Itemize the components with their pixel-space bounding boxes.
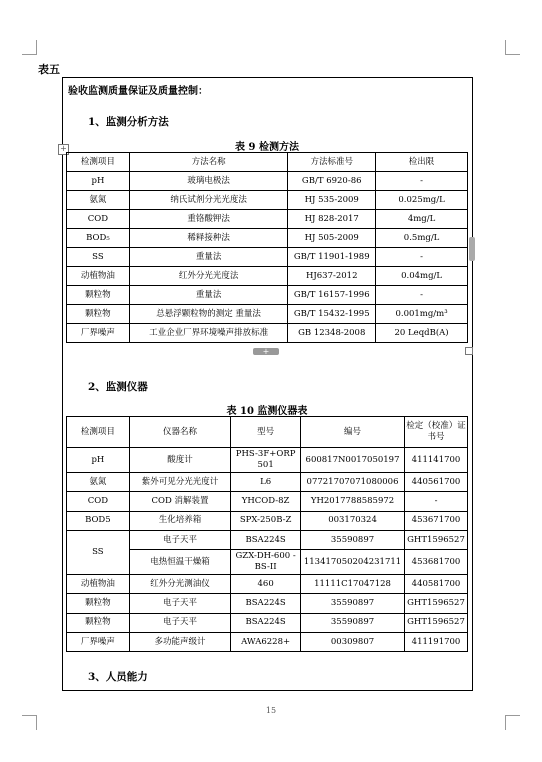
cell: 红外分光测油仪 [129, 575, 230, 594]
table-header-row [67, 153, 468, 172]
header-cell: 方法标准号 [288, 153, 376, 172]
cell: 电子天平 [129, 530, 230, 549]
section-heading-personnel: 3、人员能力 [88, 671, 148, 683]
table-row [67, 267, 468, 286]
cell: GHT1596527 [405, 613, 468, 632]
table-row [67, 286, 468, 305]
cell: pH [67, 172, 130, 191]
crop-mark [505, 715, 520, 730]
cell: 生化培养箱 [129, 511, 230, 530]
table-row [67, 191, 468, 210]
cell: 厂界噪声 [67, 633, 130, 652]
crop-mark [22, 40, 37, 55]
header-cell: 检测项目 [67, 153, 130, 172]
cell: 总悬浮颗粒物的测定 重量法 [129, 305, 287, 324]
cell: - [376, 172, 468, 191]
instrument-table [66, 416, 468, 652]
table9-caption: 表 9 检测方法 [235, 142, 299, 153]
crop-mark [22, 715, 37, 730]
table-row [67, 305, 468, 324]
table-row [67, 324, 468, 343]
table-move-handle-icon[interactable]: + [58, 144, 69, 155]
table-row [67, 511, 468, 530]
cell: BOD₅ [67, 229, 130, 248]
cell: GZX-DH-600 -BS-II [231, 550, 301, 575]
intro-heading: 验收监测质量保证及质量控制： [68, 86, 208, 97]
add-row-icon[interactable]: + [253, 348, 279, 355]
table-row [67, 575, 468, 594]
cell: - [376, 286, 468, 305]
cell: BSA224S [231, 613, 301, 632]
table-header-row [67, 417, 468, 448]
cell: SS [67, 248, 130, 267]
cell: SPX-250B-Z [231, 511, 301, 530]
cell: 颗粒物 [67, 286, 130, 305]
table-row [67, 210, 468, 229]
cell: 动植物油 [67, 267, 130, 286]
table-row [67, 248, 468, 267]
header-cell: 检出限 [376, 153, 468, 172]
cell: 工业企业厂界环境噪声排放标准 [129, 324, 287, 343]
cell: 440581700 [405, 575, 468, 594]
cell: 动植物油 [67, 575, 130, 594]
cell: GHT1596527 [405, 594, 468, 613]
cell: 稀释接种法 [129, 229, 287, 248]
cell: 氨氮 [67, 473, 130, 492]
cell: GB 12348-2008 [288, 324, 376, 343]
cell: 电子天平 [129, 594, 230, 613]
cell: BSA224S [231, 594, 301, 613]
cell: 重铬酸钾法 [129, 210, 287, 229]
cell: 酸度计 [129, 448, 230, 473]
cell: 4mg/L [376, 210, 468, 229]
cell: 00309807 [301, 633, 405, 652]
cell: YHCOD-8Z [231, 492, 301, 511]
cell: 20 LeqdB(A) [376, 324, 468, 343]
cell: 003170324 [301, 511, 405, 530]
cell: HJ 505-2009 [288, 229, 376, 248]
cell: 电热恒温干燥箱 [129, 550, 230, 575]
header-cell: 仪器名称 [129, 417, 230, 448]
cell: GB/T 16157-1996 [288, 286, 376, 305]
header-cell: 型号 [231, 417, 301, 448]
table-row [67, 448, 468, 473]
table-row [67, 633, 468, 652]
cell: - [405, 492, 468, 511]
table-row [67, 613, 468, 632]
cell: 重量法 [129, 286, 287, 305]
page-number: 15 [265, 706, 277, 715]
cell: 0.04mg/L [376, 267, 468, 286]
cell: 35590897 [301, 530, 405, 549]
cell: 35590897 [301, 613, 405, 632]
cell: 0.5mg/L [376, 229, 468, 248]
cell: GB/T 6920-86 [288, 172, 376, 191]
table-label: 表五 [38, 63, 60, 76]
cell: 453681700 [405, 550, 468, 575]
cell: 颗粒物 [67, 305, 130, 324]
cell: BSA224S [231, 530, 301, 549]
table-row [67, 530, 468, 549]
cell: 颗粒物 [67, 613, 130, 632]
header-cell: 方法名称 [129, 153, 287, 172]
section-heading-methods: 1、监测分析方法 [88, 116, 169, 128]
cell: GB/T 15432-1995 [288, 305, 376, 324]
cell: 重量法 [129, 248, 287, 267]
cell: YH2017788585972 [301, 492, 405, 511]
cell: 07721707071080006 [301, 473, 405, 492]
cell: 紫外可见分光光度计 [129, 473, 230, 492]
section-heading-instruments: 2、监测仪器 [88, 381, 148, 393]
cell: 600817N0017050197 [301, 448, 405, 473]
cell: 411141700 [405, 448, 468, 473]
cell: 电子天平 [129, 613, 230, 632]
cell: 0.025mg/L [376, 191, 468, 210]
table-row [67, 492, 468, 511]
cell: 颗粒物 [67, 594, 130, 613]
cell: COD 消解装置 [129, 492, 230, 511]
cell: 玻璃电极法 [129, 172, 287, 191]
cell: SS [67, 530, 130, 574]
cell: 厂界噪声 [67, 324, 130, 343]
header-cell: 检测项目 [67, 417, 130, 448]
cell: GB/T 11901-1989 [288, 248, 376, 267]
cell: 411191700 [405, 633, 468, 652]
cell: COD [67, 492, 130, 511]
table10-caption: 表 10 监测仪器表 [226, 406, 308, 417]
header-cell: 检定（校准）证书号 [405, 417, 468, 448]
cell: GHT1596527 [405, 530, 468, 549]
cell: HJ637-2012 [288, 267, 376, 286]
table-row [67, 594, 468, 613]
crop-mark [505, 40, 520, 55]
cell: PHS-3F+ORP 501 [231, 448, 301, 473]
cell: 453671700 [405, 511, 468, 530]
cell: pH [67, 448, 130, 473]
cell: 113417050204231711 [301, 550, 405, 575]
table-row [67, 229, 468, 248]
cell: COD [67, 210, 130, 229]
cell: 红外分光光度法 [129, 267, 287, 286]
cell: BOD5 [67, 511, 130, 530]
table-row [67, 473, 468, 492]
cell: 35590897 [301, 594, 405, 613]
cell: 440561700 [405, 473, 468, 492]
cell: - [376, 248, 468, 267]
table-resize-handle[interactable] [465, 347, 473, 355]
cell: HJ 828-2017 [288, 210, 376, 229]
cell: 纳氏试剂分光光度法 [129, 191, 287, 210]
table-column-resize-handle[interactable] [469, 237, 475, 261]
monitoring-method-table [66, 152, 468, 343]
cell: L6 [231, 473, 301, 492]
cell: AWA6228+ [231, 633, 301, 652]
cell: 多功能声级计 [129, 633, 230, 652]
table-row [67, 172, 468, 191]
cell: HJ 535-2009 [288, 191, 376, 210]
cell: 0.001mg/m³ [376, 305, 468, 324]
cell: 氨氮 [67, 191, 130, 210]
header-cell: 编号 [301, 417, 405, 448]
cell: 460 [231, 575, 301, 594]
cell: 11111C17047128 [301, 575, 405, 594]
